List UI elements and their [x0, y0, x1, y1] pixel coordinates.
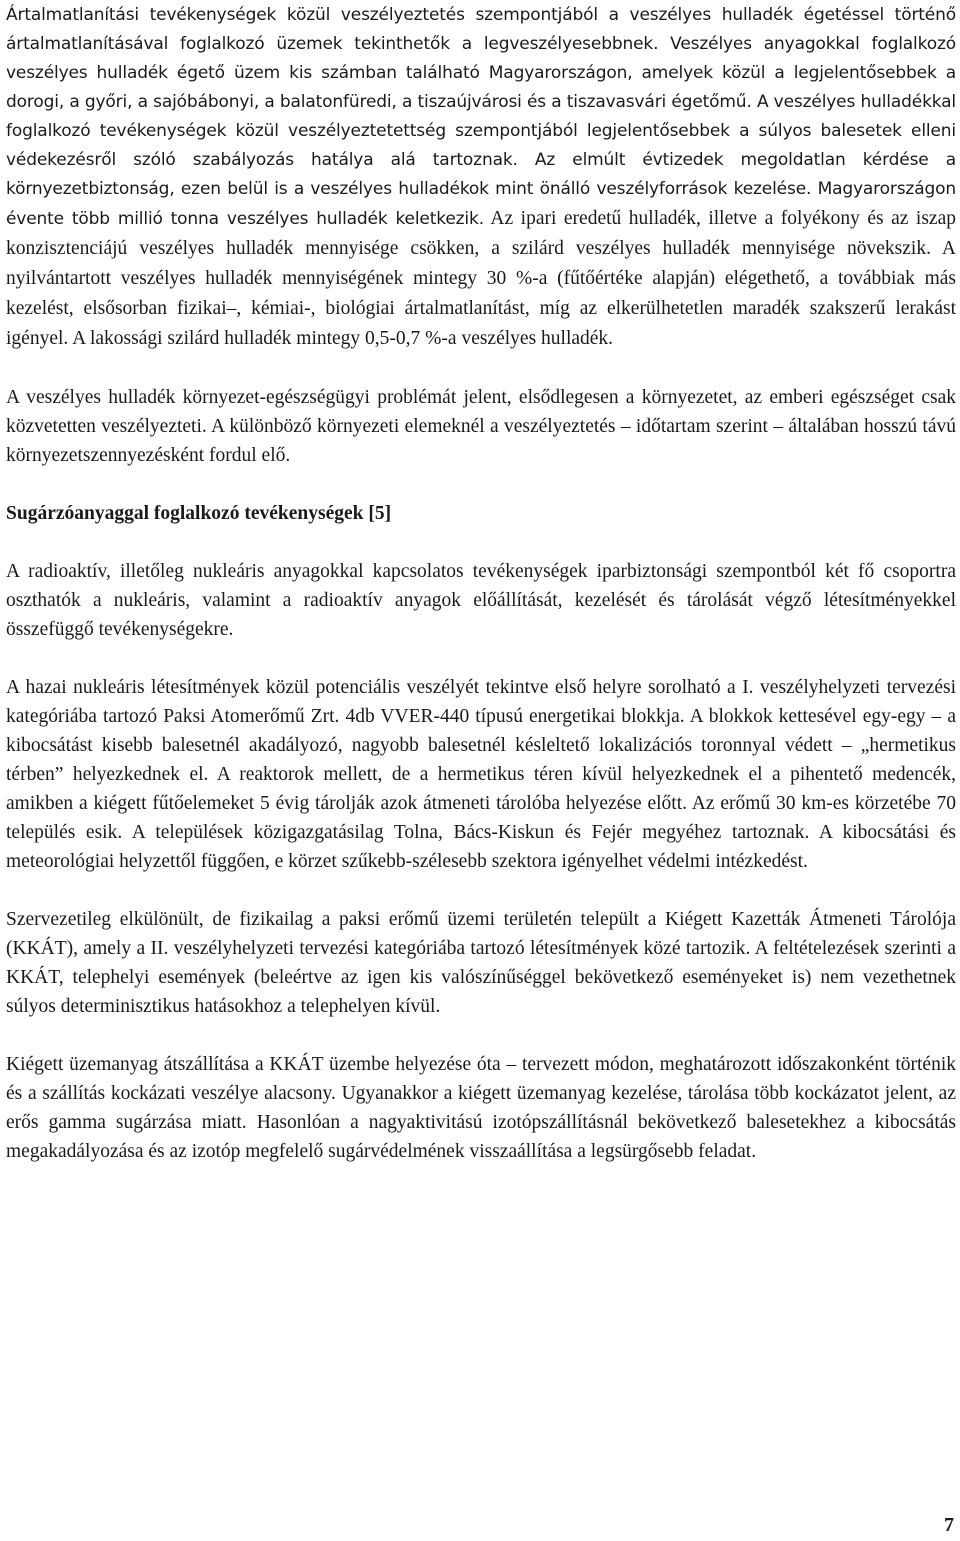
paragraph-environmental-health: A veszélyes hulladék környezet-egészségügyi problémát jelent, elsődlegesen a környezetet, az emberi egészséget csak közvetetten veszélyezteti. A különböző környezeti elemeknél a veszélyeztetés – időtartam szerint – általában hosszú távú környezetszennyezésként fordul elő.	[6, 387, 956, 466]
section-heading-reference: [5]	[363, 503, 392, 524]
page-number: 7	[944, 1514, 954, 1536]
paragraph-hazardous-waste-part1: Ártalmatlanítási tevékenységek közül veszélyeztetés szempontjából a veszélyes hulladék égetéssel történő ártalmatlanításával foglalkozó üzemek tekinthetők a legveszélyesebbnek. Veszélyes anyagokkal foglalkozó veszélyes hulladék égető üzem kis számban található Magyarországon, amelyek közül a legjelentősebbek a dorogi, a győri, a sajóbábonyi, a balatonfüredi, a tiszaújvárosi és a tiszavasvári égetőmű. A veszélyes hulladékkal foglalkozó tevékenységek közül veszélyeztetettség szempontjából legjelentősebbek a súlyos balesetek elleni védekezésről szóló szabályozás hatálya alá tartoznak. Az elmúlt évtizedek megoldatlan kérdése a környezetbiztonság, ezen belül is a veszélyes hulladékok mint önálló veszélyforrások kezelése. Magyarországon évente több millió tonna veszélyes hulladék keletkezik.	[6, 5, 956, 229]
document-page	[6, 1, 956, 1166]
paragraph-kkat-storage: Szervezetileg elkülönült, de fizikailag a paksi erőmű üzemi területén települt a Kiégett Kazetták Átmeneti Tárolója (KKÁT), amely a II. veszélyhelyzeti tervezési kategóriába tartozó létesítmények közé tartozik. A feltételezések szerinti a KKÁT, telephelyi események (beleértve az igen kis valószínűséggel bekövetkező eseményeket is) nem vezethetnek súlyos determinisztikus hatásokhoz a telephelyen kívül.	[6, 909, 956, 1017]
section-heading-title: Sugárzóanyaggal foglalkozó tevékenységek	[6, 503, 364, 524]
paragraph-hazardous-waste-part2: Az ipari eredetű hulladék, illetve a folyékony és az iszap konzisztenciájú veszélyes hulladék mennyisége csökken, a szilárd veszélyes hulladék mennyisége növekszik. A nyilvántartott veszélyes hulladék mennyiségének mintegy 30 %-a (fűtőértéke alapján) elégethető, a továbbiak más kezelést, elsősorban fizikai–, kémiai-, biológiai ártalmatlanítást, míg az elkerülhetetlen maradék szakszerű lerakást igényel. A lakossági szilárd hulladék mintegy 0,5-0,7 %-a veszélyes hulladék.	[6, 208, 956, 349]
section-heading-radioactive	[6, 499, 956, 528]
paragraph-fuel-transport: Kiégett üzemanyag átszállítása a KKÁT üzembe helyezése óta – tervezett módon, meghatározott időszakonként történik és a szállítás kockázati veszélye alacsony. Ugyanakkor a kiégett üzemanyag kezelése, tárolása több kockázatot jelent, az erős gamma sugárzása miatt. Hasonlóan a nagyaktivitású izotópszállításnál bekövetkező balesetekhez a kibocsátás megakadályozása és az izotóp megfelelő sugárvédelmének visszaállítása a legsürgősebb feladat.	[6, 1054, 956, 1162]
paragraph-paks-nuclear-plant: A hazai nukleáris létesítmények közül potenciális veszélyét tekintve első helyre sorolható a I. veszélyhelyzeti tervezési kategóriába tartozó Paksi Atomerőmű Zrt. 4db VVER-440 típusú energetikai blokkja. A blokkok kettesével egy-egy – a kibocsátást kisebb balesetnél akadályozó, nagyobb balesetnél késleltető lokalizációs toronnyal védett – „hermetikus térben” helyezkednek el. A reaktorok mellett, de a hermetikus téren kívül helyezkednek el a pihentető medencék, amikben a kiégett fűtőelemeket 5 évig tárolják azok átmeneti tárolóba helyezése előtt. Az erőmű 30 km-es körzetébe 70 település esik. A települések közigazgatásilag Tolna, Bács-Kiskun és Fejér megyéhez tartoznak. A kibocsátási és meteorológiai helyzettől függően, e körzet szűkebb-szélesebb szektora igényelhet védelmi intézkedést.	[6, 677, 956, 872]
paragraph-radioactive-groups: A radioaktív, illetőleg nukleáris anyagokkal kapcsolatos tevékenységek iparbiztonsági szempontból két fő csoportra oszthatók a nukleáris, valamint a radioaktív anyagok előállítását, kezelését és tárolását végző létesítményekkel összefüggő tevékenységekre.	[6, 561, 956, 640]
paragraph-hazardous-waste-facilities	[6, 1, 956, 354]
